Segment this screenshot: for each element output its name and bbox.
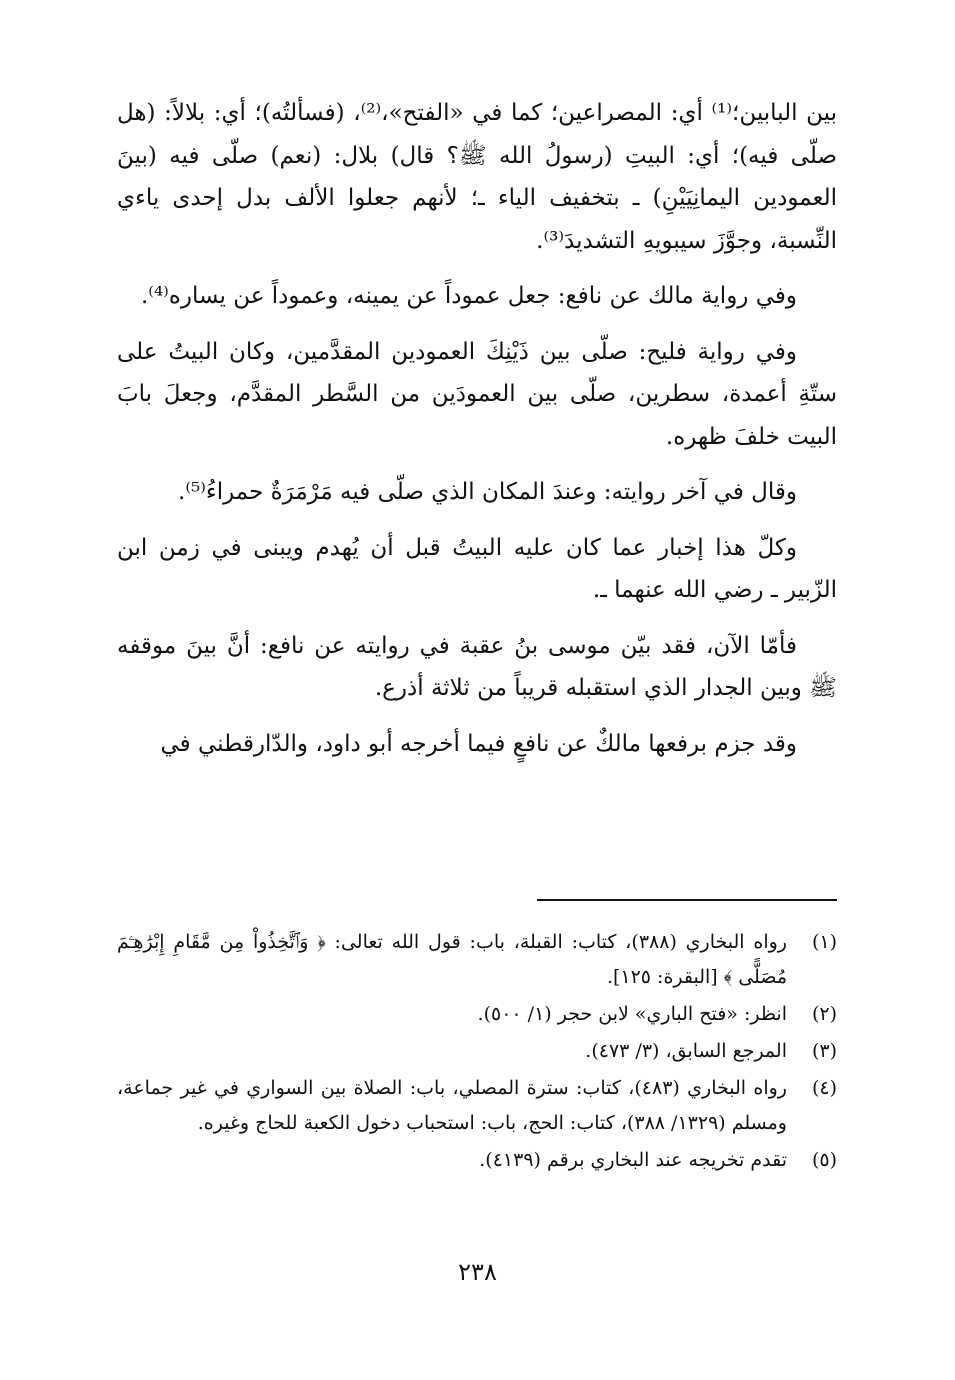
paragraph: وفي رواية فليح: صلّى بين ذَيْنِكَ العمودين المقدَّمين، وكان البيتُ على ستّةِ أعمدة، سطرين، صلّى بين العمودَين من السَّطر المقدَّم، وجعلَ بابَ البيت خلفَ ظهره. [117, 338, 837, 450]
paragraph: فأمّا الآن، فقد بيّن موسى بنُ عقبة في روايته عن نافع: أنَّ بينَ موقفه ﷺ وبين الجدار الذي استقبله قريباً من ثلاثة أذرع. [117, 632, 837, 701]
footnote-number: (٣) [811, 1040, 837, 1062]
paragraph: بين البابين؛⁽¹⁾ أي: المصراعين؛ كما في «الفتح»،⁽²⁾، (فسألتُه)؛ أي: بلالاً: (هل صلّى فيه)؛ أي: البيتِ (رسولُ الله ﷺ؟ قال) بلال: (نعم) صلّى فيه (بينَ العمودين اليمانِيَيْنِ) ـ بتخفيف الياء ـ؛ لأنهم جعلوا الألف بدل إحدى ياءي النِّسبة، وجوَّزَ سيبويهِ التشديدَ⁽³⁾. [117, 100, 837, 254]
paragraph: وقال في آخر روايته: وعندَ المكان الذي صلّى فيه مَرْمَرَةٌ حمراءُ⁽⁵⁾. [178, 479, 797, 505]
footnote-text: المرجع السابق، (٣/ ٤٧٣). [585, 1040, 787, 1062]
footnotes [117, 925, 837, 1180]
paragraph: وفي رواية مالك عن نافع: جعل عموداً عن يمينه، وعموداً عن يساره⁽⁴⁾. [140, 283, 797, 309]
footnote-number: (٤) [811, 1077, 837, 1099]
paragraph: وقد جزم برفعها مالكٌ عن نافعٍ فيما أخرجه أبو داود، والدّارقطني في [160, 730, 797, 757]
footnote [117, 1034, 837, 1069]
footnote-text: رواه البخاري (٣٨٨)، كتاب: القبلة، باب: قول الله تعالى: ﴿ وَٱتَّخِذُواْ مِن مَّقَامِ إِبْرَٰهِـۧمَ مُصَلًّى ﴾ [البقرة: ١٢٥]. [117, 931, 787, 988]
footnote [117, 925, 837, 995]
main-text [117, 92, 837, 778]
footnote-separator [537, 899, 837, 901]
paragraph: وكلّ هذا إخبار عما كان عليه البيتُ قبل أن يُهدم ويبنى في زمن ابن الزّبير ـ رضي الله عنهما ـ. [117, 534, 837, 603]
footnote-text: تقدم تخريجه عند البخاري برقم (٤١٣٩). [479, 1149, 787, 1171]
footnote-number: (١) [811, 931, 837, 953]
footnote-text: رواه البخاري (٤٨٣)، كتاب: سترة المصلي، باب: الصلاة بين السواري في غير جماعة، ومسلم (١٣٢٩/ ٣٨٨)، كتاب: الحج، باب: استحباب دخول الكعبة للحاج وغيره. [117, 1077, 787, 1134]
footnote [117, 1071, 837, 1141]
footnote-number: (٥) [811, 1149, 837, 1171]
footnote [117, 1143, 837, 1178]
footnote-text: انظر: «فتح الباري» لابن حجر (١/ ٥٠٠). [477, 1003, 787, 1025]
footnote [117, 997, 837, 1032]
page-number: ٢٣٨ [458, 1258, 497, 1286]
footnote-number: (٢) [811, 1003, 837, 1025]
